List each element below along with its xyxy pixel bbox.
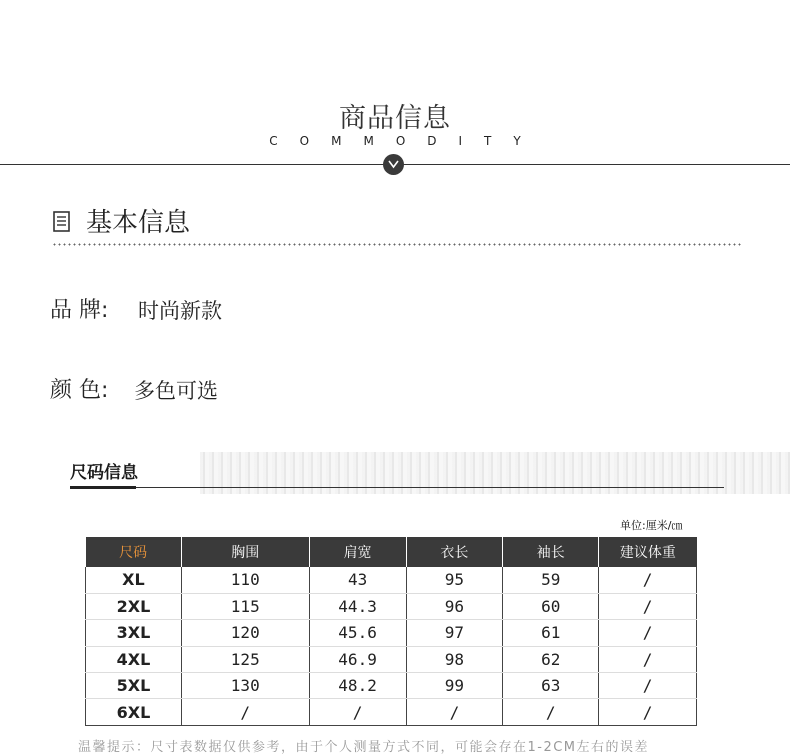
- size-cell: 5XL: [86, 673, 182, 699]
- table-cell: 120: [181, 620, 309, 646]
- table-cell: 98: [406, 646, 503, 672]
- table-row: [86, 620, 697, 646]
- table-cell: 45.6: [309, 620, 406, 646]
- table-cell: /: [599, 646, 697, 672]
- table-cell: 43: [309, 567, 406, 593]
- size-divider-accent: [70, 486, 136, 489]
- document-icon: [53, 211, 70, 232]
- table-cell: /: [309, 699, 406, 725]
- table-cell: 125: [181, 646, 309, 672]
- table-cell: /: [503, 699, 599, 725]
- section-title: 基本信息: [86, 208, 191, 238]
- size-cell: XL: [86, 567, 182, 593]
- brand-value: 时尚新款: [138, 299, 222, 323]
- color-value: 多色可选: [134, 379, 218, 403]
- dotted-divider: [52, 243, 742, 246]
- table-cell: 130: [181, 673, 309, 699]
- table-cell: /: [599, 567, 697, 593]
- table-row: [86, 567, 697, 593]
- table-cell: 61: [503, 620, 599, 646]
- size-title: 尺码信息: [70, 463, 138, 483]
- table-header-row: [86, 537, 697, 567]
- column-header: 肩宽: [309, 537, 406, 567]
- table-cell: 59: [503, 567, 599, 593]
- column-header: 衣长: [406, 537, 503, 567]
- table-cell: 95: [406, 567, 503, 593]
- table-cell: /: [599, 593, 697, 619]
- size-divider: [70, 487, 724, 488]
- table-row: [86, 646, 697, 672]
- chevron-down-icon: [383, 154, 404, 175]
- table-cell: 46.9: [309, 646, 406, 672]
- table-cell: /: [599, 673, 697, 699]
- size-table: [85, 537, 697, 726]
- table-cell: /: [181, 699, 309, 725]
- table-cell: 63: [503, 673, 599, 699]
- column-header: 建议体重: [599, 537, 697, 567]
- size-cell: 3XL: [86, 620, 182, 646]
- table-row: [86, 593, 697, 619]
- page-subtitle: COMMODITY: [269, 134, 543, 148]
- table-cell: 99: [406, 673, 503, 699]
- column-header: 尺码: [86, 537, 182, 567]
- table-cell: 62: [503, 646, 599, 672]
- table-cell: /: [599, 620, 697, 646]
- table-row: [86, 673, 697, 699]
- table-cell: 48.2: [309, 673, 406, 699]
- table-cell: /: [406, 699, 503, 725]
- column-header: 袖长: [503, 537, 599, 567]
- table-cell: 115: [181, 593, 309, 619]
- brand-label: 品 牌:: [50, 298, 109, 323]
- color-label: 颜 色:: [50, 378, 109, 403]
- table-cell: /: [599, 699, 697, 725]
- size-cell: 2XL: [86, 593, 182, 619]
- table-cell: 96: [406, 593, 503, 619]
- table-cell: 44.3: [309, 593, 406, 619]
- size-cell: 4XL: [86, 646, 182, 672]
- table-cell: 110: [181, 567, 309, 593]
- page-title: 商品信息: [339, 103, 451, 134]
- table-cell: 97: [406, 620, 503, 646]
- table-row: [86, 699, 697, 725]
- size-note: 温馨提示：尺寸表数据仅供参考，由于个人测量方式不同，可能会存在1-2CM左右的误差: [78, 740, 650, 754]
- unit-label: 单位:厘米/㎝: [620, 519, 683, 532]
- table-cell: 60: [503, 593, 599, 619]
- size-header-band: [70, 452, 735, 496]
- column-header: 胸围: [181, 537, 309, 567]
- size-cell: 6XL: [86, 699, 182, 725]
